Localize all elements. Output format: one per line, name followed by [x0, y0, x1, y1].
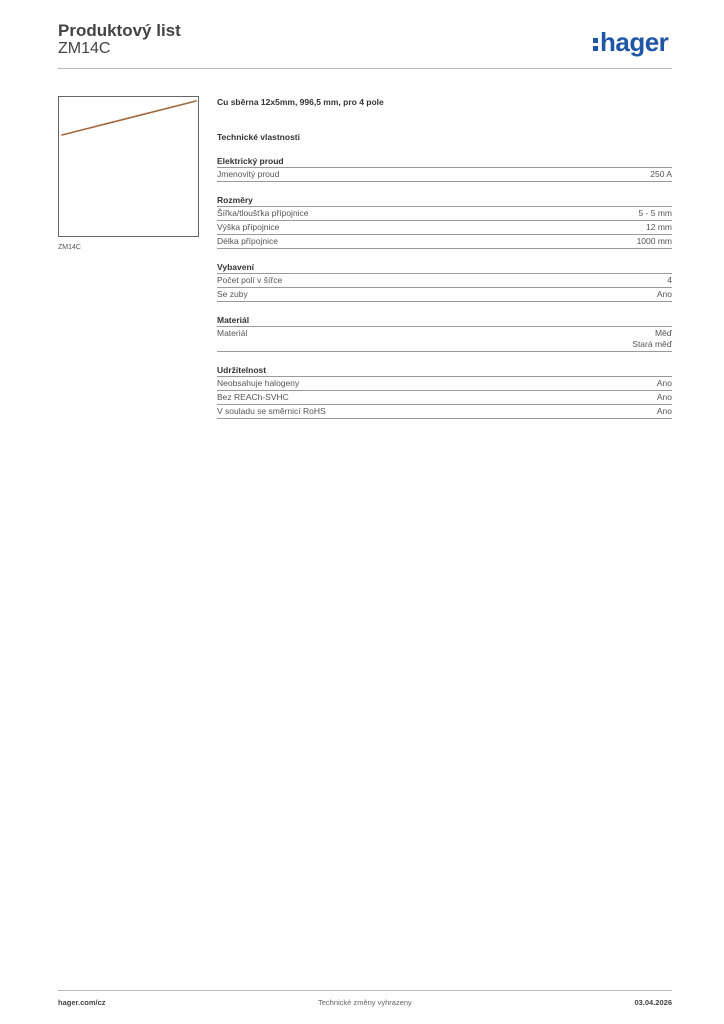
spec-label: Se zuby	[217, 289, 248, 299]
spec-value	[667, 275, 672, 286]
spec-value	[657, 378, 672, 389]
section-title: Rozměry	[217, 194, 672, 207]
spec-value	[657, 392, 672, 403]
spec-row	[217, 288, 672, 302]
spec-value-line: Ano	[656, 378, 672, 388]
logo-dots-icon	[593, 33, 598, 51]
section-title: Elektrický proud	[217, 155, 672, 168]
spec-row	[217, 327, 672, 352]
spec-value-line: Ano	[656, 406, 672, 416]
spec-row	[217, 377, 672, 391]
spec-label: Délka přípojnice	[217, 236, 278, 246]
spec-label: Neobsahuje halogeny	[217, 378, 300, 388]
copper-busbar-line	[62, 101, 196, 135]
section-title: Materiál	[217, 314, 672, 327]
spec-label: Počet polí v šířce	[217, 275, 283, 285]
spec-value	[646, 222, 672, 233]
spec-value	[637, 236, 672, 247]
copper-busbar-icon	[59, 97, 198, 236]
spec-label: Výška přípojnice	[217, 222, 280, 232]
spec-value-line: Ano	[656, 289, 672, 299]
hager-logo[interactable]	[593, 27, 668, 57]
spec-label: V souladu se směrnicí RoHS	[217, 406, 326, 416]
product-code: ZM14C	[58, 40, 111, 57]
spec-section	[217, 194, 672, 249]
product-image	[58, 96, 199, 237]
spec-value-line: 5 - 5 mm	[638, 208, 672, 218]
footer-website-link[interactable]: hager.com/cz	[58, 998, 106, 1007]
spec-value-line: 1000 mm	[636, 236, 672, 246]
spec-row	[217, 168, 672, 182]
spec-value	[657, 406, 672, 417]
spec-row	[217, 405, 672, 419]
logo-text: hager	[600, 27, 669, 57]
spec-label: Bez REACh-SVHC	[217, 392, 289, 402]
spec-value-line: Ano	[656, 392, 672, 402]
spec-value	[638, 208, 672, 219]
spec-sections	[217, 155, 672, 419]
footer-date: 03.04.2026	[634, 998, 672, 1007]
spec-row	[217, 207, 672, 221]
spec-row	[217, 221, 672, 235]
spec-value	[650, 169, 672, 180]
section-title: Vybavení	[217, 261, 672, 274]
spec-value	[632, 328, 672, 350]
spec-row	[217, 391, 672, 405]
page-title: Produktový list	[58, 21, 181, 40]
image-caption: ZM14C	[58, 244, 81, 251]
spec-section	[217, 261, 672, 302]
spec-label: Jmenovitý proud	[217, 169, 280, 179]
spec-label: Šířka/tloušťka přípojnice	[217, 208, 309, 218]
spec-value-line: Měď	[654, 328, 672, 338]
product-description: Cu sběrna 12x5mm, 996,5 mm, pro 4 pole	[217, 97, 384, 107]
spec-value-line: 250 A	[650, 169, 672, 179]
spec-row	[217, 274, 672, 288]
spec-value-line: Stará měď	[632, 339, 672, 349]
footer-disclaimer: Technické změny vyhrazeny	[318, 998, 412, 1007]
spec-value	[657, 289, 672, 300]
tech-properties-heading: Technické vlastnosti	[217, 132, 300, 142]
section-title: Udržitelnost	[217, 364, 672, 377]
spec-row	[217, 235, 672, 249]
spec-section	[217, 155, 672, 182]
spec-section	[217, 314, 672, 352]
spec-value-line: 4	[667, 275, 672, 285]
spec-value-line: 12 mm	[646, 222, 672, 232]
spec-label: Materiál	[217, 328, 248, 338]
header-divider	[58, 68, 672, 69]
product-details	[217, 96, 672, 419]
footer-divider	[58, 990, 672, 991]
spec-section	[217, 364, 672, 419]
